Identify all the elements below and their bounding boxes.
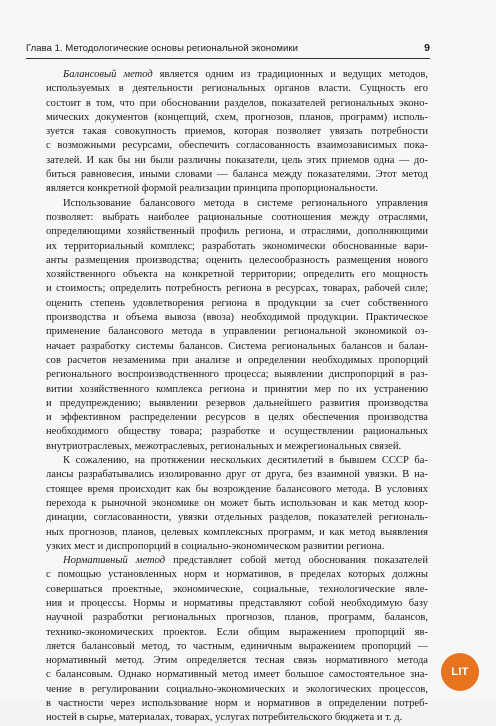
- line-text: ных прогнозов, планов, целевых комплексных программ, и как метод выявления: [46, 526, 428, 538]
- text-line: [46, 611, 428, 625]
- text-line: [46, 554, 428, 568]
- text-line: [46, 168, 428, 182]
- publisher-logo-icon: LIT: [438, 650, 482, 694]
- line-text: начает разработку системы балансов. Система региональных балансов и балан-: [46, 340, 428, 352]
- line-text: их территориальный комплекс; разработать экономически обоснованные вари-: [46, 240, 428, 252]
- line-text: витии хозяйственного комплекса региона и принятии мер по их устранению: [46, 383, 428, 395]
- text-line: [46, 297, 428, 311]
- line-text: внутриотраслевых, межотраслевых, региональных и межрегиональных связей.: [46, 440, 402, 452]
- paragraph: [46, 454, 428, 554]
- text-line: [46, 568, 428, 582]
- text-line: [46, 683, 428, 697]
- term-italic: Балансовый метод: [63, 69, 153, 80]
- line-text: оценить степень удовлетворения региона в продукции за счет собственного: [46, 297, 428, 309]
- line-text: ляется балансовый метод, то частным, единичным выражением пропорций —: [46, 640, 428, 652]
- text-line: [46, 668, 428, 682]
- text-line: [46, 626, 428, 640]
- text-line: [46, 97, 428, 111]
- line-text: анты размещения производства; оценить целесообразность размещения нового: [46, 254, 428, 266]
- text-line: [46, 597, 428, 611]
- line-text: представляет собой метод обоснования показателей: [165, 555, 428, 567]
- line-text: зателей. И как бы ни были различны показатели, цель этих приемов одна — до-: [46, 154, 428, 166]
- line-text: хозяйственного объекта на конкретной территории; определить его мощность: [46, 269, 428, 281]
- line-text: стоящее время происходит как бы возрождение балансового метода. В условиях: [46, 483, 428, 495]
- text-line: [46, 354, 428, 368]
- line-text: регионального воспроизводственного процесса; выявлении диспропорций в раз-: [46, 369, 428, 381]
- text-line: [46, 82, 428, 96]
- text-line: [46, 125, 428, 139]
- line-text: является одним из традиционных и ведущих методов,: [152, 69, 428, 80]
- line-text: применение балансового метода в управлении региональной экономикой оз-: [46, 326, 428, 338]
- text-line: [46, 511, 428, 525]
- chapter-title: Глава 1. Методологические основы региональной экономики: [26, 43, 298, 54]
- line-text: состоит в том, что при обосновании разделов, показателей региональных эконо-: [46, 97, 428, 109]
- line-text: и эффективном распределении ресурсов в целях обеспечения производства: [46, 412, 428, 424]
- line-text: лансы разрабатывались изолированно друг от друга, без взаимной увязки. В на-: [46, 469, 428, 481]
- line-text: используемых в деятельности региональных органов власти. Сущность его: [46, 83, 428, 95]
- text-line: [46, 311, 428, 325]
- text-line: [46, 325, 428, 339]
- text-line: [46, 640, 428, 654]
- line-text: узких мест и диспропорций в социально-экономическом развитии региона.: [46, 540, 385, 552]
- paragraph: [46, 68, 428, 197]
- text-line: [46, 225, 428, 239]
- text-line: [46, 282, 428, 296]
- text-line: [46, 425, 428, 439]
- text-line: [46, 497, 428, 511]
- line-text: нормативный метод. Этим определяется тесная связь нормативного метода: [46, 655, 428, 667]
- line-text: необходимого обществу товара; разработке и осуществлении рациональных: [46, 426, 428, 438]
- line-text: и предупреждению; выявлении резервов дальнейшего развития производства: [46, 397, 428, 409]
- line-text: перехода к рыночной экономике он может быть использован и как метод коор-: [46, 497, 428, 509]
- line-text: является конкретной формой реализации принципа пропорциональности.: [46, 183, 379, 195]
- text-line: [46, 697, 428, 711]
- line-text: чение в регулировании социально-экономических и экологических процессов,: [46, 683, 428, 695]
- line-text: зуется такая совокупность приемов, которая позволяет увязать потребности: [46, 126, 428, 138]
- line-text: с помощью установленных норм и нормативов, в пределах которых должны: [46, 569, 428, 581]
- text-line: [46, 254, 428, 268]
- text-line: [46, 68, 428, 82]
- text-line: [46, 583, 428, 597]
- line-text: научной разработки региональных прогнозов, планов, программ, балансов,: [46, 612, 428, 624]
- line-text: позволяет: выбрать наиболее рациональные соотношения между отраслями,: [46, 211, 428, 223]
- line-text: определяющими хозяйственный профиль региона, и отраслями, дополняющими: [46, 226, 428, 238]
- text-line: [46, 540, 428, 554]
- line-text: динации, согласованности, увязки отдельных разделов, показателей региональ-: [46, 512, 428, 524]
- line-text: технико-экономических проектов. Если общим выражением пропорций яв-: [46, 626, 428, 638]
- line-text: совершаться проектные, экономические, социальные, технологические явле-: [46, 583, 428, 595]
- text-line: [46, 111, 428, 125]
- line-text: биться равновесия, иными словами — баланса между показателями. Этот метод: [46, 169, 428, 181]
- text-line: [46, 711, 428, 725]
- text-line: [46, 182, 428, 196]
- text-line: [46, 526, 428, 540]
- line-text: в частности через использование норм и нормативов в определении потреб-: [46, 698, 428, 710]
- line-text: К сожалению, на протяжении нескольких десятилетий в бывшем СССР ба-: [63, 455, 428, 467]
- text-line: [46, 154, 428, 168]
- text-line: [46, 483, 428, 497]
- text-line: [46, 211, 428, 225]
- line-text: мических документов (концепций, схем, прогнозов, планов, программ) исполь-: [46, 111, 428, 123]
- line-text: ностей в сырье, материалах, товарах, услугах потребительского бюджета и т. д.: [46, 712, 403, 724]
- line-text: ния и процессы. Нормы и нормативы представляют собой необходимую базу: [46, 597, 428, 609]
- line-text: сов расчетов незаменима при анализе и определении необходимых пропорций: [46, 354, 428, 366]
- running-header: [26, 42, 430, 59]
- page-body: [46, 68, 428, 726]
- text-line: [46, 197, 428, 211]
- page-number: 9: [424, 42, 430, 54]
- text-line: [46, 411, 428, 425]
- text-line: [46, 368, 428, 382]
- text-line: [46, 397, 428, 411]
- text-line: [46, 139, 428, 153]
- text-line: [46, 468, 428, 482]
- paragraph: [46, 197, 428, 454]
- line-text: Использование балансового метода в системе регионального управления: [63, 197, 428, 209]
- text-line: [46, 440, 428, 454]
- line-text: с балансовым. Однако нормативный метод имеет большое самостоятельное зна-: [46, 669, 428, 681]
- text-line: [46, 654, 428, 668]
- text-line: [46, 340, 428, 354]
- line-text: и стоимость; определить потребность региона в ресурсах, товарах, рабочей силе;: [46, 283, 428, 295]
- text-line: [46, 454, 428, 468]
- text-line: [46, 268, 428, 282]
- term-italic: Нормативный метод: [63, 555, 166, 567]
- text-line: [46, 383, 428, 397]
- line-text: с возможными ресурсами, обеспечить согласованность взаимозависимых пока-: [46, 140, 428, 152]
- text-line: [46, 240, 428, 254]
- line-text: производства и объема вывоза (ввоза) необходимой продукции. Практическое: [46, 312, 428, 324]
